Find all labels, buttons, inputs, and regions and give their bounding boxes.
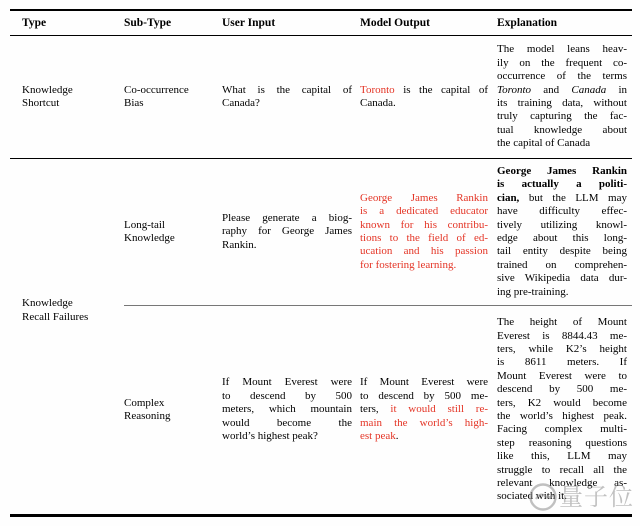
- cell-model-output-educator: [360, 159, 497, 306]
- model-output-text: If Mount Everest were to descend by 500 me- ters, it would still re- main the world’s high- est peak.: [360, 376, 488, 443]
- type-label: Knowledge Shortcut: [22, 83, 73, 109]
- model-output-text: Toronto is the capital of Canada.: [360, 83, 488, 109]
- model-output-text: George James Rankin is a dedicated educator known for his contribu- tions to the field of ed- ucation and his passion for fostering learning.: [360, 191, 488, 271]
- column-header-explanation: Explanation: [497, 10, 632, 36]
- explanation-text: The model leans heav- ily on the frequent co- occurrence of the terms Toronto and Canada in its training data, without truly capturing the fac- tual knowledge about the capital of Canada: [497, 43, 627, 150]
- header-row: [10, 10, 632, 36]
- cell-user-input-biography: [222, 159, 360, 306]
- row-long-tail-knowledge: [10, 159, 632, 306]
- watermark-text: 量子位: [559, 483, 634, 511]
- type-label: Knowledge Recall Failures: [22, 297, 89, 323]
- cell-subtype-cooccurrence-bias: [124, 36, 222, 159]
- cell-explanation-politician: [497, 159, 632, 306]
- cell-subtype-long-tail: [124, 159, 222, 306]
- cell-type-knowledge-shortcut: [10, 36, 124, 159]
- llm-failure-types-table: [10, 9, 632, 517]
- cell-model-output-everest: [360, 306, 497, 516]
- cell-explanation-cooccurrence: [497, 36, 632, 159]
- cell-user-input-everest: [222, 306, 360, 516]
- column-header-subtype: Sub-Type: [124, 10, 222, 36]
- user-input-text: If Mount Everest were to descend by 500 meters, which mountain would become the world’s highest peak?: [222, 376, 352, 443]
- explanation-text: George James Rankin is actually a politi- cian, but the LLM may have difficulty effec- tively utilizing knowl- edge about this long- tail entity despite being trained on comprehen- sive Wikipedia data dur- ing pre-training.: [497, 164, 627, 298]
- subtype-label: Complex Reasoning: [124, 396, 171, 422]
- explanation-text: The height of Mount Everest is 8844.43 me- ters, while K2’s height is 8611 meters. If Mount Everest were to descend by 500 me- ters, K2 would become the world’s highest peak. Facing complex multi- step reasoning questions like this, LLM may struggle to recall all the relevant knowledge as- sociated with it.: [497, 316, 627, 503]
- cell-subtype-complex-reasoning: [124, 306, 222, 516]
- row-knowledge-shortcut: [10, 36, 632, 159]
- column-header-type: Type: [10, 10, 124, 36]
- user-input-text: Please generate a biog- raphy for George James Rankin.: [222, 211, 352, 251]
- user-input-text: What is the capital of Canada?: [222, 83, 352, 109]
- subtype-label: Co-occurrence Bias: [124, 83, 189, 109]
- cell-type-knowledge-recall-failures: [10, 159, 124, 516]
- cell-explanation-k2: [497, 306, 632, 516]
- column-header-model-output: Model Output: [360, 10, 497, 36]
- cell-model-output-toronto: [360, 36, 497, 159]
- column-header-user-input: User Input: [222, 10, 360, 36]
- cell-user-input-capital-canada: [222, 36, 360, 159]
- subtype-label: Long-tail Knowledge: [124, 218, 175, 244]
